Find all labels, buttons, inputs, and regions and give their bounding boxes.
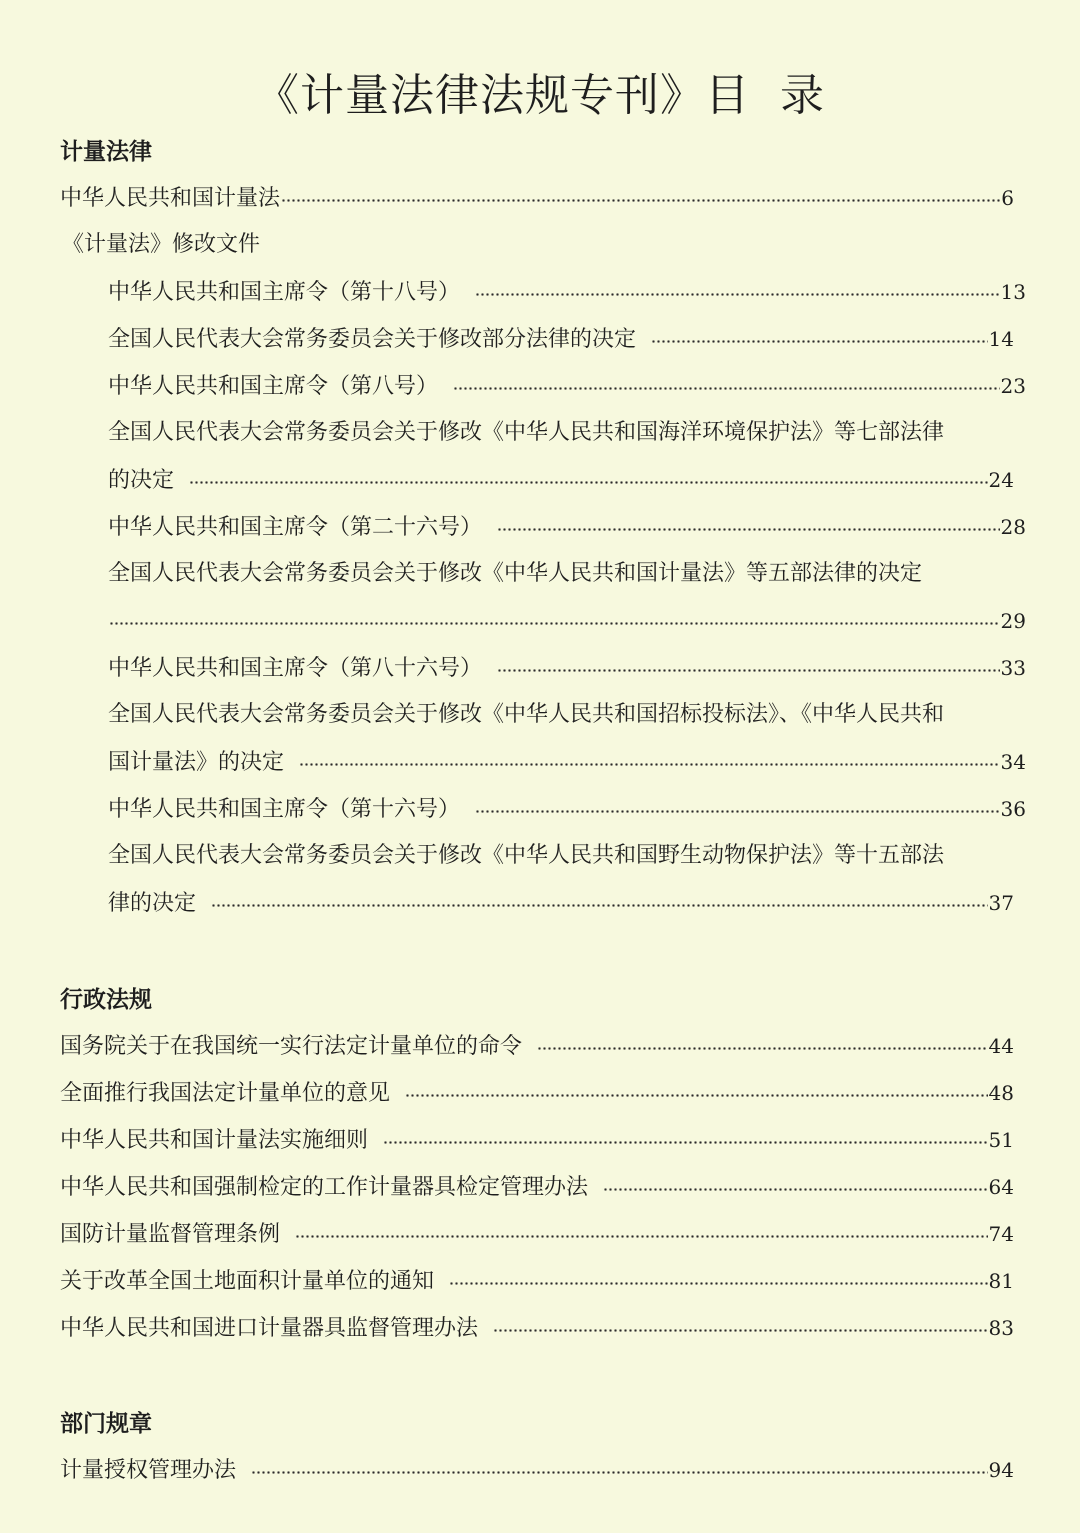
toc-entry-label: 中华人民共和国主席令（第十六号）: [108, 797, 461, 822]
toc-entry-label: 中华人民共和国主席令（第十八号）: [108, 280, 461, 305]
toc-entry-page: 48: [988, 1081, 1014, 1105]
toc-entry-page: 33: [1000, 656, 1026, 680]
toc-entry[interactable]: [108, 277, 1026, 308]
toc-entry-label: 关于改革全国土地面积计量单位的通知: [60, 1269, 435, 1294]
toc-entry-label: 中华人民共和国进口计量器具监督管理办法: [60, 1316, 479, 1341]
dot-leader: [251, 1471, 988, 1474]
toc-entry[interactable]: [108, 747, 1026, 778]
dot-leader: [295, 1235, 988, 1238]
toc-entry-page: 13: [1000, 280, 1026, 304]
toc-entry-page: 64: [988, 1175, 1014, 1199]
page-title: 《计量法律法规专刊》目 录: [255, 70, 825, 121]
dot-leader: [211, 904, 988, 907]
dot-leader: [497, 669, 1000, 672]
dot-leader: [281, 199, 1000, 202]
toc-entry[interactable]: [108, 794, 1026, 825]
toc-entry[interactable]: [108, 512, 1026, 543]
dot-leader: [109, 622, 1000, 625]
toc-entry-page: 94: [988, 1458, 1014, 1482]
dot-leader: [603, 1188, 988, 1191]
section-heading-rules: 部门规章: [60, 1411, 152, 1437]
dot-leader: [651, 340, 988, 343]
toc-entry-page: 36: [1000, 797, 1026, 821]
toc-entry[interactable]: [60, 1313, 1014, 1344]
toc-entry-label: 全面推行我国法定计量单位的意见: [60, 1081, 391, 1106]
section-heading-regulations: 行政法规: [60, 987, 152, 1013]
toc-entry-label-line2: 的决定: [108, 468, 175, 493]
toc-entry-label: 中华人民共和国主席令（第二十六号）: [108, 515, 483, 540]
dot-leader: [475, 810, 1000, 813]
toc-entry[interactable]: [108, 606, 1026, 636]
toc-entry[interactable]: [60, 1125, 1014, 1156]
toc-entry-label-line2: 国计量法》的决定: [108, 750, 285, 775]
toc-entry-label-line1[interactable]: 全国人民代表大会常务委员会关于修改《中华人民共和国招标投标法》、《中华人民共和: [108, 702, 945, 727]
toc-entry-label-line2: 律的决定: [108, 891, 197, 916]
toc-entry-label: 中华人民共和国强制检定的工作计量器具检定管理办法: [60, 1175, 589, 1200]
toc-entry[interactable]: [60, 1031, 1014, 1062]
toc-entry[interactable]: [60, 183, 1014, 214]
toc-entry[interactable]: [108, 371, 1026, 402]
toc-entry[interactable]: [60, 1172, 1014, 1203]
toc-entry[interactable]: [108, 324, 1014, 355]
toc-entry-page: 23: [1000, 374, 1026, 398]
dot-leader: [475, 293, 1000, 296]
toc-entry[interactable]: [108, 888, 1014, 919]
section-heading-laws: 计量法律: [60, 139, 152, 165]
dot-leader: [537, 1047, 988, 1050]
dot-leader: [453, 387, 1000, 390]
toc-entry-page: 44: [988, 1034, 1014, 1058]
toc-entry-page: 14: [988, 327, 1014, 351]
toc-subheading: 《计量法》修改文件: [62, 232, 261, 257]
toc-entry-page: 51: [988, 1128, 1014, 1152]
toc-entry[interactable]: [60, 1455, 1014, 1486]
toc-entry-page: 24: [988, 468, 1014, 492]
toc-entry-page: 83: [988, 1316, 1014, 1340]
toc-entry[interactable]: [108, 653, 1026, 684]
toc-entry-label: 中华人民共和国主席令（第八十六号）: [108, 656, 483, 681]
dot-leader: [189, 481, 988, 484]
toc-entry-label: 计量授权管理办法: [60, 1458, 237, 1483]
toc-entry-page: 34: [1000, 750, 1026, 774]
dot-leader: [299, 763, 1000, 766]
toc-entry-label: 中华人民共和国计量法实施细则: [60, 1128, 369, 1153]
toc-entry-label-line1[interactable]: 全国人民代表大会常务委员会关于修改《中华人民共和国计量法》等五部法律的决定: [108, 561, 923, 586]
toc-entry[interactable]: [60, 1266, 1014, 1297]
toc-entry-label: 中华人民共和国计量法: [60, 186, 281, 211]
toc-entry[interactable]: [108, 465, 1014, 496]
dot-leader: [383, 1141, 988, 1144]
toc-entry-page: 6: [1001, 186, 1014, 210]
toc-entry-page: 28: [1000, 515, 1026, 539]
toc-entry-page: 81: [988, 1269, 1014, 1293]
toc-entry-label: 国防计量监督管理条例: [60, 1222, 281, 1247]
dot-leader: [493, 1329, 988, 1332]
toc-entry-label: 中华人民共和国主席令（第八号）: [108, 374, 439, 399]
toc-entry-label-line1[interactable]: 全国人民代表大会常务委员会关于修改《中华人民共和国野生动物保护法》等十五部法: [108, 843, 945, 868]
dot-leader: [449, 1282, 988, 1285]
toc-entry[interactable]: [60, 1078, 1014, 1109]
toc-entry-page: 74: [988, 1222, 1014, 1246]
toc-entry-page: 29: [1000, 609, 1026, 633]
toc-entry-label-line1[interactable]: 全国人民代表大会常务委员会关于修改《中华人民共和国海洋环境保护法》等七部法律: [108, 420, 945, 445]
toc-entry-page: 37: [988, 891, 1014, 915]
dot-leader: [497, 528, 1000, 531]
toc-entry-label: 国务院关于在我国统一实行法定计量单位的命令: [60, 1034, 523, 1059]
dot-leader: [405, 1094, 988, 1097]
toc-entry[interactable]: [60, 1219, 1014, 1250]
toc-entry-label: 全国人民代表大会常务委员会关于修改部分法律的决定: [108, 327, 637, 352]
